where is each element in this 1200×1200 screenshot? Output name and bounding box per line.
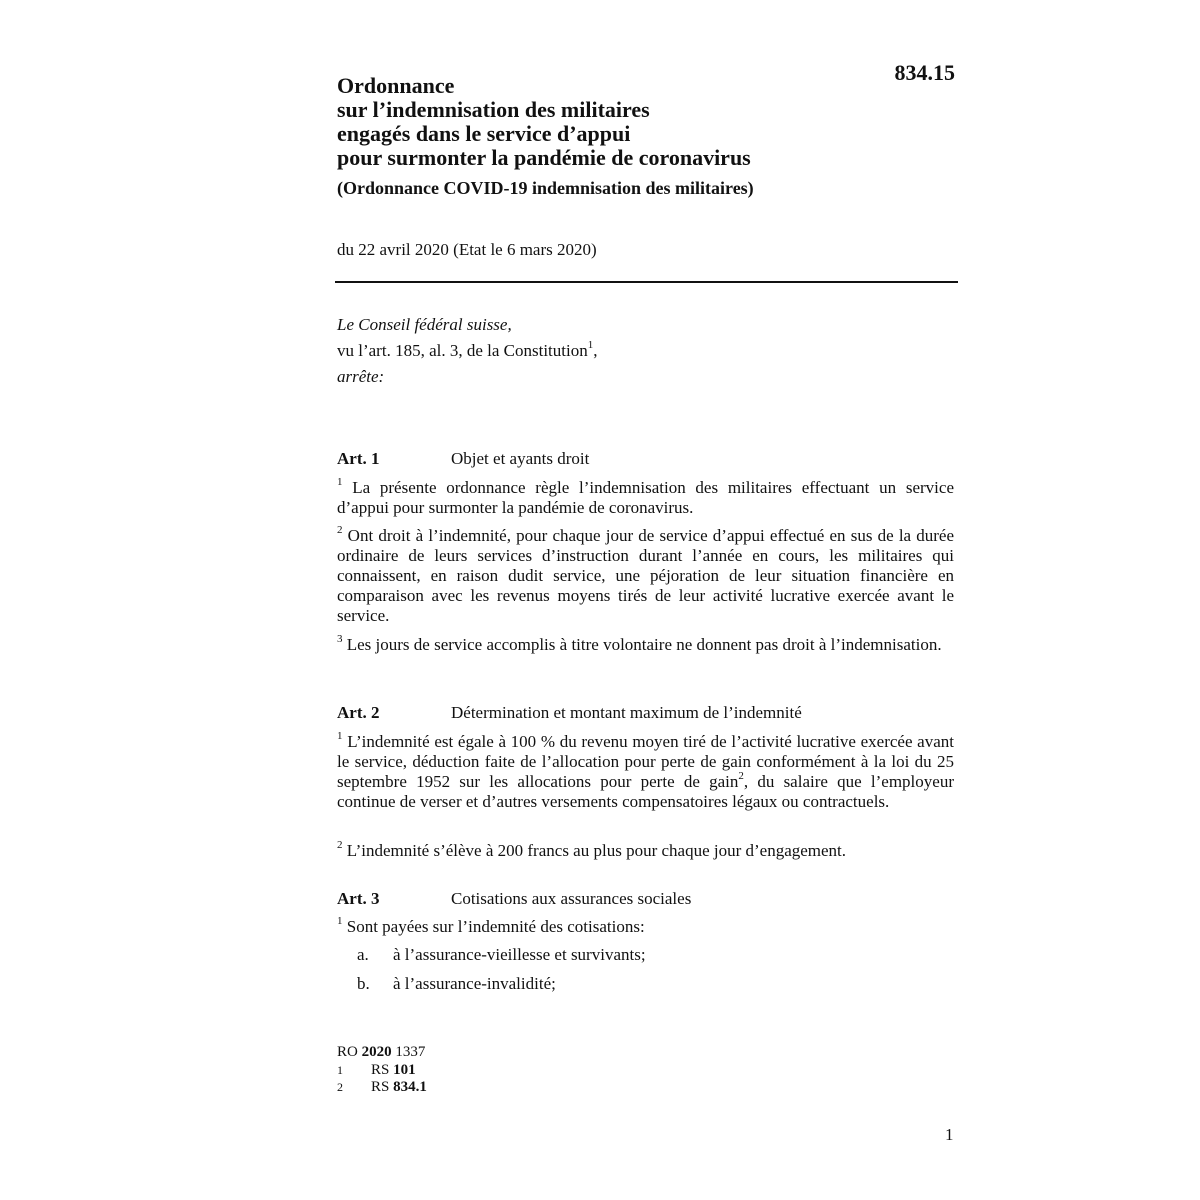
article-title: Cotisations aux assurances sociales bbox=[451, 889, 692, 908]
preamble-basis-end: , bbox=[593, 341, 598, 360]
article-paragraph bbox=[337, 917, 954, 937]
paragraph-text: La présente ordonnance règle l’indemnisation des militaires effectuant un service d’appui pour surmonter la pandémie de coronavirus. bbox=[337, 478, 954, 517]
list-item bbox=[357, 974, 556, 994]
article-paragraph bbox=[337, 478, 954, 518]
footnote bbox=[337, 1062, 416, 1078]
list-item-text: à l’assurance-invalidité; bbox=[393, 974, 556, 993]
article-heading bbox=[337, 889, 691, 909]
paragraph-text: L’indemnité s’élève à 200 francs au plus pour chaque jour d’engagement. bbox=[346, 841, 847, 860]
publication-reference bbox=[337, 1044, 425, 1060]
rs-number: 834.15 bbox=[894, 60, 955, 85]
footnote-ref[interactable]: 2 bbox=[738, 770, 744, 783]
paragraph-text: Ont droit à l’indemnité, pour chaque jour de service d’appui effectué en sus de la durée ordinaire de leurs services d’instruction durant l’année en cours, les militaires qui connaissent, en raison dudit service, une péjoration de leur situation financière en comparaison avec les revenus moyens tirés de leur activité lucrative exercée avant le service. bbox=[337, 526, 955, 625]
paragraph-number: 1 bbox=[337, 915, 343, 928]
preamble-basis-text: vu l’art. 185, al. 3, de la Constitution bbox=[337, 341, 588, 360]
list-item-label: b. bbox=[357, 974, 370, 993]
short-title: (Ordonnance COVID-19 indemnisation des militaires) bbox=[337, 178, 754, 198]
article-number: Art. 1 bbox=[337, 449, 380, 468]
ro-page: 1337 bbox=[395, 1044, 426, 1060]
article-paragraph bbox=[337, 732, 954, 812]
footnote-number: 2 bbox=[337, 1080, 343, 1094]
title-line: pour surmonter la pandémie de coronavirus bbox=[337, 145, 751, 170]
preamble-decree: arrête: bbox=[337, 367, 385, 386]
article-paragraph bbox=[337, 526, 954, 626]
paragraph-number: 1 bbox=[337, 476, 343, 489]
paragraph-text: , du salaire que l’employeur continue de verser et d’autres versements compensatoires légaux ou contractuels. bbox=[337, 772, 954, 811]
article-title: Objet et ayants droit bbox=[451, 449, 590, 468]
footnote-ref-number[interactable]: 834.1 bbox=[393, 1079, 427, 1095]
title-line: Ordonnance bbox=[337, 73, 455, 98]
article-paragraph bbox=[337, 841, 954, 861]
list-item-label: a. bbox=[357, 945, 369, 964]
footnote-ref[interactable]: 1 bbox=[587, 339, 594, 352]
list-item bbox=[357, 945, 646, 965]
ro-year: 2020 bbox=[361, 1044, 392, 1060]
preamble-authority: Le Conseil fédéral suisse, bbox=[337, 315, 512, 334]
header-divider bbox=[335, 281, 958, 283]
footnote-prefix: RS bbox=[371, 1079, 390, 1095]
ro-prefix: RO bbox=[337, 1044, 358, 1060]
paragraph-text: L’indemnité est égale à 100 % du revenu moyen tiré de l’activité lucrative exercée avant le service, déduction faite de l’allocation pour perte de gain conformément à la loi du 25 septembre 1952 sur les allocations pour perte de gain bbox=[337, 732, 954, 791]
paragraph-number: 2 bbox=[337, 839, 343, 852]
paragraph-number: 2 bbox=[337, 524, 343, 537]
paragraph-text: Sont payées sur l’indemnité des cotisations: bbox=[346, 917, 645, 936]
list-item-text: à l’assurance-vieillesse et survivants; bbox=[393, 945, 646, 964]
document-date: du 22 avril 2020 (Etat le 6 mars 2020) bbox=[337, 240, 597, 259]
footnote-number: 1 bbox=[337, 1063, 343, 1077]
title-line: sur l’indemnisation des militaires bbox=[337, 97, 650, 122]
footnote-ref-number[interactable]: 101 bbox=[393, 1062, 416, 1078]
footnote bbox=[337, 1079, 427, 1095]
article-number: Art. 2 bbox=[337, 703, 380, 722]
article-title: Détermination et montant maximum de l’indemnité bbox=[451, 703, 802, 722]
preamble bbox=[337, 312, 597, 390]
paragraph-number: 3 bbox=[337, 633, 343, 646]
footnote-prefix: RS bbox=[371, 1062, 390, 1078]
page-number: 1 bbox=[945, 1125, 954, 1144]
title-line: engagés dans le service d’appui bbox=[337, 121, 631, 146]
article-number: Art. 3 bbox=[337, 889, 380, 908]
article-paragraph bbox=[337, 635, 954, 655]
paragraph-text: Les jours de service accomplis à titre volontaire ne donnent pas droit à l’indemnisation. bbox=[346, 635, 942, 654]
preamble-basis bbox=[337, 338, 597, 364]
article-heading bbox=[337, 703, 802, 723]
document-title bbox=[337, 74, 751, 170]
paragraph-number: 1 bbox=[337, 730, 343, 743]
article-heading bbox=[337, 449, 589, 469]
